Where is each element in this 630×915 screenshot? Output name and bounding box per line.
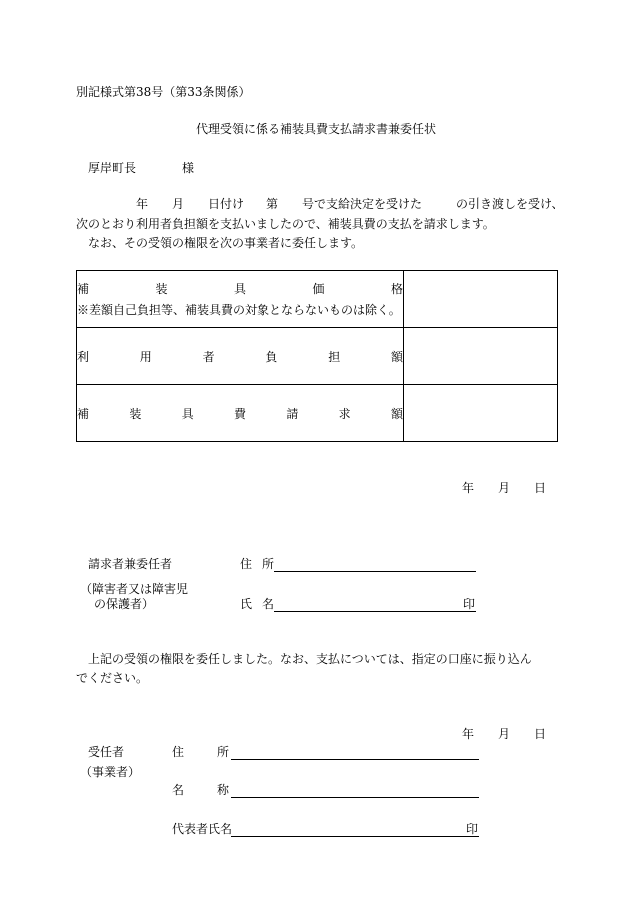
label-char: 装: [129, 406, 142, 421]
claimant-name-label-2: 名: [262, 597, 275, 611]
agent-address-field[interactable]: [231, 759, 479, 760]
intro-day: 日付け: [208, 197, 245, 211]
label-char: 利: [77, 349, 90, 364]
label-char: 具: [233, 282, 246, 296]
device-price-note: ※差額自己負担等、補装具費の対象とならないものは除く。: [77, 303, 401, 317]
label-char: 格: [390, 282, 403, 296]
claimant-address-label-2: 所: [262, 557, 275, 571]
addressee-name: 厚岸町長: [88, 161, 137, 175]
table-row-device-price: [77, 271, 558, 328]
label-char: 担: [328, 349, 341, 364]
label-char: 額: [390, 406, 403, 421]
agent-company-field[interactable]: [231, 797, 479, 798]
claimant-seal: 印: [463, 597, 476, 611]
device-price-label-cell: [77, 271, 404, 328]
agent-role: 受任者: [88, 745, 125, 759]
intro-number-prefix: 第: [266, 197, 279, 211]
date-day-label: 日: [534, 481, 547, 495]
claimant-address-field[interactable]: [274, 571, 476, 572]
agent-company-label-1: 名: [172, 783, 185, 797]
label-char: 用: [139, 349, 152, 364]
intro-line-3: なお、その受領の権限を次の事業者に委任します。: [88, 236, 364, 250]
agent-role-note: （事業者）: [80, 765, 141, 779]
date-year-label: 年: [462, 481, 475, 495]
user-burden-label-cell: [77, 328, 404, 385]
claimant-role-note-2: の保護者）: [94, 597, 155, 611]
intro-month: 月: [172, 197, 185, 211]
table-row-claim-amount: [77, 385, 558, 442]
agent-address-label-2: 所: [217, 745, 230, 759]
claimant-name-field[interactable]: [274, 611, 476, 612]
intro-line-2: 次のとおり利用者負担額を支払いましたので、補装具費の支払を請求します。: [76, 217, 495, 231]
agent-address-label-1: 住: [172, 745, 185, 759]
claimant-role: 請求者兼委任者: [88, 557, 173, 571]
claim-amount-label: [77, 405, 403, 422]
date2-day-label: 日: [534, 727, 547, 741]
agent-rep-field[interactable]: [231, 836, 479, 837]
user-burden-label: [77, 348, 403, 365]
user-burden-value[interactable]: [404, 328, 558, 385]
label-char: 額: [390, 349, 403, 364]
claimant-role-note-1: （障害者又は障害児: [80, 582, 189, 596]
claimant-address-label-1: 住: [240, 557, 253, 571]
label-char: 請: [286, 406, 299, 421]
label-char: 補: [77, 406, 90, 421]
intro-year: 年: [136, 197, 149, 211]
label-char: 求: [338, 406, 351, 421]
claim-amount-label-cell: [77, 385, 404, 442]
agent-seal: 印: [466, 822, 479, 836]
date-month-label: 月: [498, 481, 511, 495]
table-row-user-burden: [77, 328, 558, 385]
delegation-line-2: でください。: [76, 671, 149, 685]
billing-table: [76, 270, 558, 442]
claimant-name-label-1: 氏: [240, 597, 253, 611]
device-price-value[interactable]: [404, 271, 558, 328]
date2-month-label: 月: [498, 727, 511, 741]
intro-decision-text: 号で支給決定を受けた: [302, 197, 423, 211]
label-char: 価: [312, 282, 325, 296]
label-char: 費: [233, 406, 246, 421]
addressee-honorific: 様: [182, 161, 195, 175]
label-char: 者: [202, 349, 215, 364]
label-char: 具: [181, 406, 194, 421]
date2-year-label: 年: [462, 727, 475, 741]
agent-company-label-2: 称: [217, 783, 230, 797]
delegation-line-1: 上記の受領の権限を委任しました。なお、支払については、指定の口座に振り込ん: [88, 652, 532, 666]
form-number: 別記様式第38号（第33条関係）: [76, 85, 251, 99]
intro-delivery-text: の引き渡しを受け、: [456, 197, 564, 211]
label-char: 補: [77, 282, 90, 296]
claim-amount-value[interactable]: [404, 385, 558, 442]
agent-rep-label: 代表者氏名: [172, 822, 233, 836]
device-price-label: [77, 280, 403, 297]
label-char: 負: [265, 349, 278, 364]
label-char: 装: [155, 282, 168, 296]
document-title: 代理受領に係る補装具費支払請求書兼委任状: [196, 122, 437, 136]
